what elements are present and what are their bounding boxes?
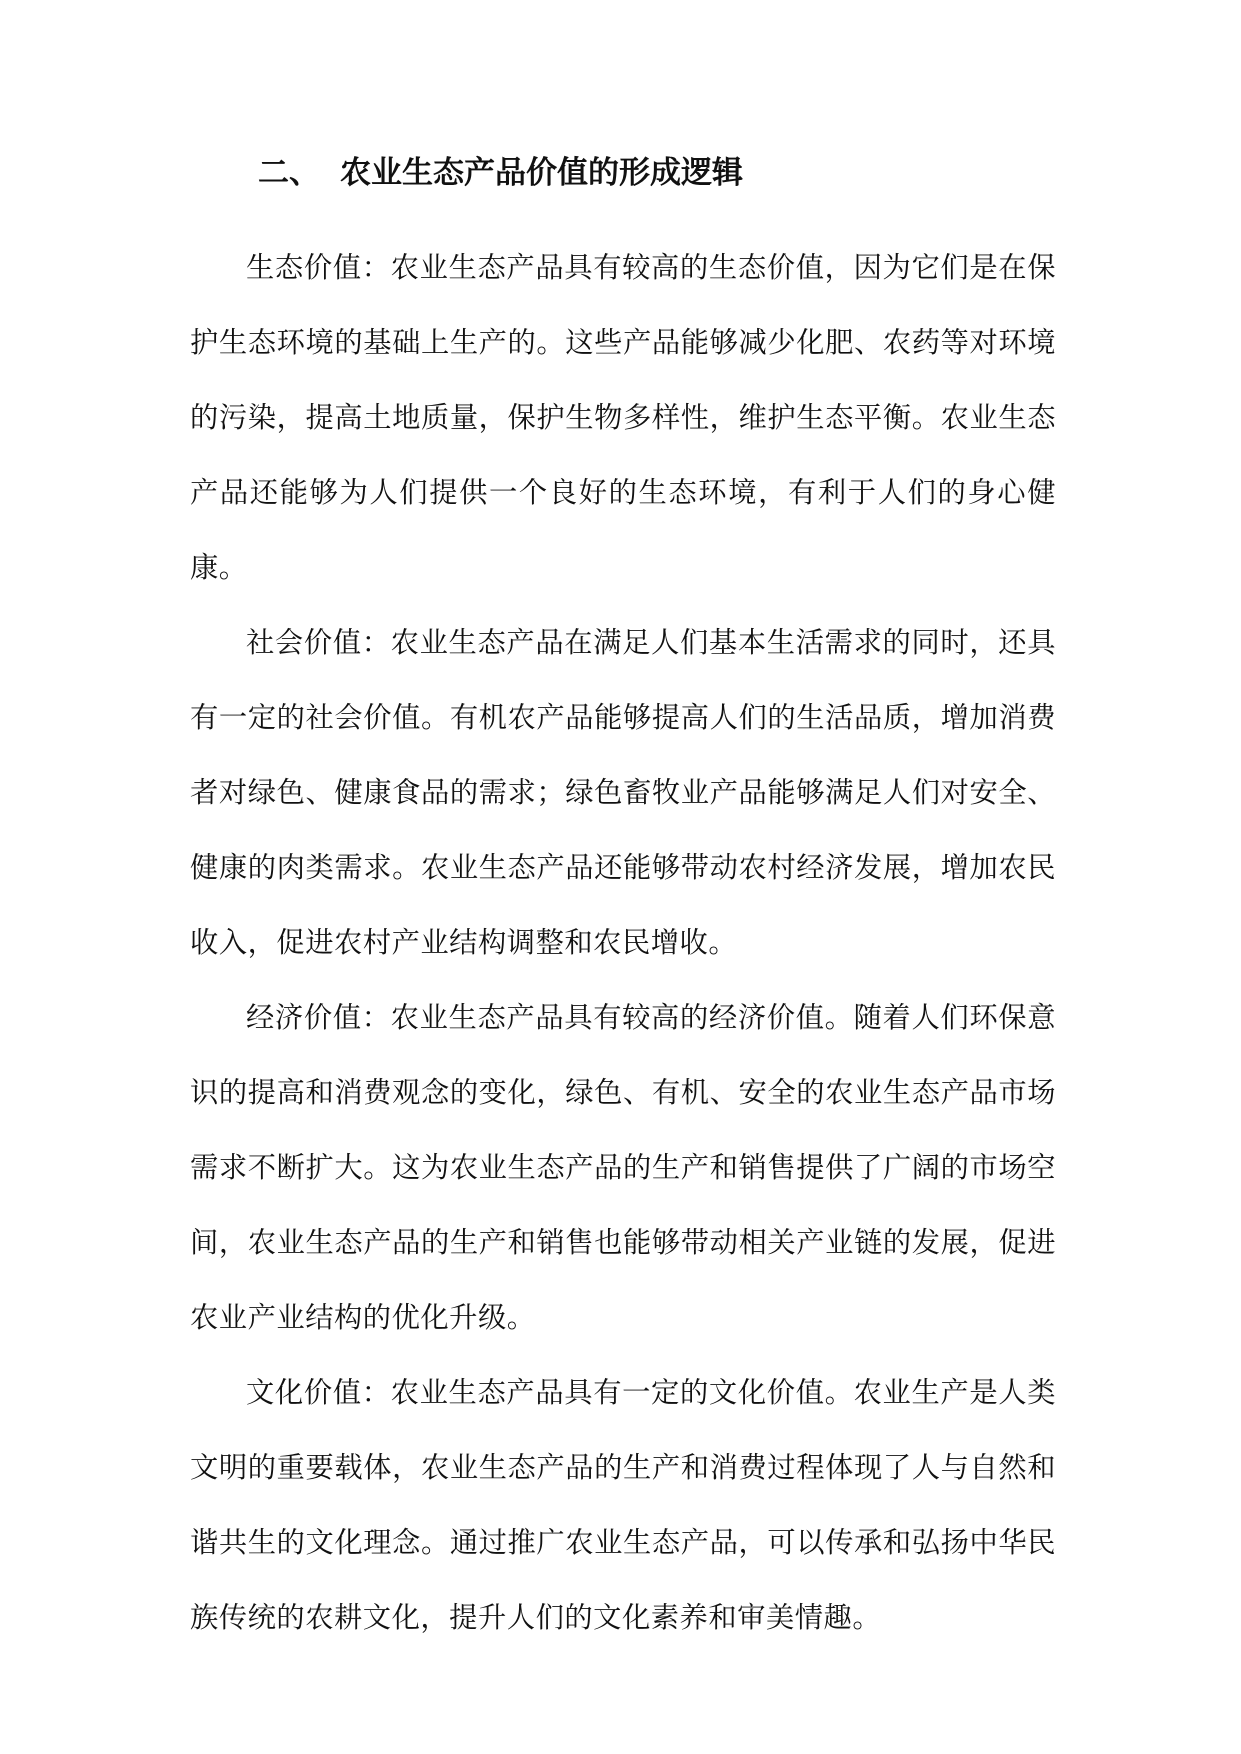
section-title: 农业生态产品价值的形成逻辑 bbox=[340, 155, 743, 191]
paragraph-ecological-value: 生态价值：农业生态产品具有较高的生态价值，因为它们是在保护生态环境的基础上生产的。这些产品能够减少化肥、农药等对环境的污染，提高土地质量，保护生物多样性，维护生态平衡。农业生态产品还能够为人们提供一个良好的生态环境，有利于人们的身心健康。 bbox=[190, 251, 1056, 584]
paragraph-economic-value: 经济价值：农业生态产品具有较高的经济价值。随着人们环保意识的提高和消费观念的变化，绿色、有机、安全的农业生态产品市场需求不断扩大。这为农业生态产品的生产和销售提供了广阔的市场空间，农业生态产品的生产和销售也能够带动相关产业链的发展，促进农业产业结构的优化升级。 bbox=[190, 1001, 1056, 1334]
paragraph-social-value: 社会价值：农业生态产品在满足人们基本生活需求的同时，还具有一定的社会价值。有机农产品能够提高人们的生活品质，增加消费者对绿色、健康食品的需求；绿色畜牧业产品能够满足人们对安全、健康的肉类需求。农业生态产品还能够带动农村经济发展，增加农民收入，促进农村产业结构调整和农民增收。 bbox=[190, 626, 1056, 959]
section-number: 二、 bbox=[258, 155, 320, 191]
paragraph-cultural-value: 文化价值：农业生态产品具有一定的文化价值。农业生产是人类文明的重要载体，农业生态产品的生产和消费过程体现了人与自然和谐共生的文化理念。通过推广农业生态产品，可以传承和弘扬中华民族传统的农耕文化，提升人们的文化素养和审美情趣。 bbox=[190, 1376, 1056, 1634]
section-heading bbox=[258, 148, 1098, 198]
document-body bbox=[190, 230, 1056, 1655]
